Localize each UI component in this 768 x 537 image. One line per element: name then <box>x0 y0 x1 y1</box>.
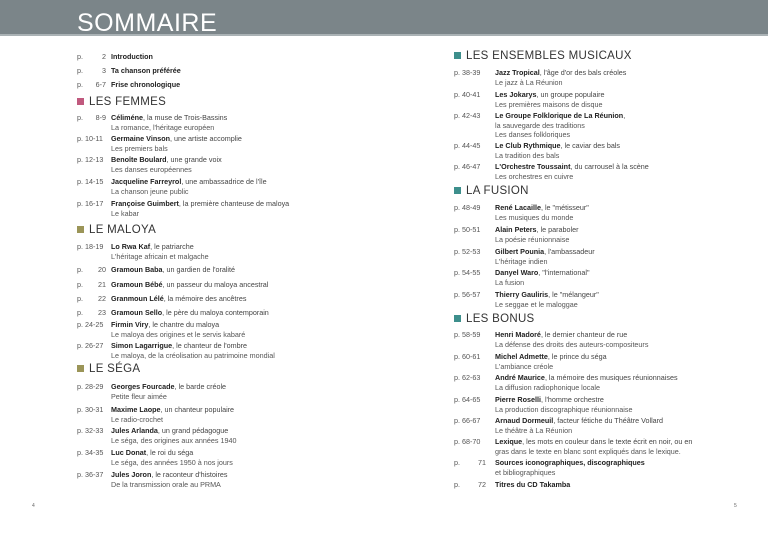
entry-subtitle: L'héritage indien <box>495 256 548 266</box>
page-prefix: p. 64-65 <box>454 395 481 404</box>
page-prefix: p. 34-35 <box>77 448 104 457</box>
entry-title: Gramoun Baba <box>111 265 163 274</box>
page-number: 23 <box>98 308 106 317</box>
page-number: 72 <box>478 480 486 489</box>
page-number: 6-7 <box>95 80 106 89</box>
entry-text <box>111 134 367 153</box>
entry-text <box>111 280 367 290</box>
entry-text <box>111 155 367 174</box>
page-title: SOMMAIRE <box>77 9 218 37</box>
section-title: LES FEMMES <box>89 96 167 108</box>
folio-left: 4 <box>32 503 35 509</box>
entry-text <box>111 80 367 90</box>
page-prefix: p. 36-37 <box>77 470 104 479</box>
page-prefix: p. <box>454 458 460 467</box>
page-prefix: p. <box>77 265 83 274</box>
entry-description: , la mémoire des ancêtres <box>163 294 247 303</box>
section-heading <box>454 50 632 62</box>
entry-title: Gramoun Bébé <box>111 280 163 289</box>
entry-subtitle: Les premiers bals <box>111 143 168 153</box>
section-heading <box>454 313 535 325</box>
entry-subtitle: L'ambiance créole <box>495 361 554 371</box>
entry-title: L'Orchestre Toussaint <box>495 162 571 171</box>
entry-description: , "l'international" <box>538 268 590 277</box>
entry-text <box>495 68 714 87</box>
entry-description: , une grande voix <box>166 155 222 164</box>
entry-text <box>111 308 367 318</box>
entry-subtitle: La poésie réunionnaise <box>495 234 570 244</box>
page-prefix: p. 26-27 <box>77 341 104 350</box>
entry-title: Introduction <box>111 52 153 61</box>
entry-subtitle: La fusion <box>495 277 525 287</box>
entry-title: Maxime Laope <box>111 405 161 414</box>
section-heading <box>77 363 140 375</box>
entry-title: Germaine Vinson <box>111 134 170 143</box>
entry-description: , le chanteur de l'ombre <box>172 341 247 350</box>
entry-title: Firmin Viry <box>111 320 149 329</box>
entry-description: , un chanteur populaire <box>160 405 235 414</box>
entry-subtitle: Le seggae et le maloggae <box>495 299 578 309</box>
entry-text <box>111 294 367 304</box>
entry-subtitle: Le maloya des origines et le servis kabaré <box>111 329 246 339</box>
section-heading <box>77 224 156 236</box>
entry-text <box>111 265 367 275</box>
page-prefix: p. 50-51 <box>454 225 481 234</box>
entry-subtitle: Le séga, des origines aux années 1940 <box>111 435 237 445</box>
entry-description: , la première chanteuse de maloya <box>178 199 290 208</box>
entry-title: Georges Fourcade <box>111 382 175 391</box>
page-prefix: p. 68-70 <box>454 437 481 446</box>
page-prefix: p. <box>454 480 460 489</box>
page-prefix: p. 48-49 <box>454 203 481 212</box>
entry-title: Danyel Waro <box>495 268 539 277</box>
entry-title: Thierry Gauliris <box>495 290 549 299</box>
entry-title: Le Club Rythmique <box>495 141 561 150</box>
entry-subtitle: Le théâtre à La Réunion <box>495 425 573 435</box>
entry-description: , la muse de Trois-Bassins <box>142 113 228 122</box>
entry-title: Alain Peters <box>495 225 537 234</box>
entry-description: , le chantre du maloya <box>148 320 220 329</box>
entry-text <box>111 199 367 218</box>
entry-description: , le dernier chanteur de rue <box>540 330 628 339</box>
folio-right: 5 <box>734 503 737 509</box>
entry-text <box>111 66 367 76</box>
page-number: 2 <box>102 52 106 61</box>
section-marker-icon <box>77 365 84 372</box>
entry-subtitle: la sauvegarde des traditions <box>495 120 585 130</box>
entry-title: Frise chronologique <box>111 80 181 89</box>
entry-title: Simon Lagarrigue <box>111 341 173 350</box>
section-marker-icon <box>454 187 461 194</box>
page-prefix: p. 38-39 <box>454 68 481 77</box>
entry-description: , le paraboler <box>536 225 579 234</box>
entry-text <box>495 330 714 349</box>
section-title: LE SÉGA <box>89 363 141 375</box>
entry-description: , le père du maloya contemporain <box>162 308 269 317</box>
page-prefix: p. 18-19 <box>77 242 104 251</box>
entry-subtitle: La romance, l'héritage européen <box>111 122 215 132</box>
page-prefix: p. 28-29 <box>77 382 104 391</box>
entry-description: , le caviar des bals <box>560 141 621 150</box>
entry-title: Jules Joron <box>111 470 152 479</box>
entry-text <box>111 470 367 489</box>
page-prefix: p. 58-59 <box>454 330 481 339</box>
entry-description: , le "métisseur" <box>540 203 589 212</box>
entry-title: Arnaud Dormeuil <box>495 416 554 425</box>
entry-text <box>111 113 367 132</box>
entry-title: Ta chanson préférée <box>111 66 181 75</box>
page-prefix: p. 42-43 <box>454 111 481 120</box>
page-prefix: p. <box>77 294 83 303</box>
page-number: 8-9 <box>95 113 106 122</box>
entry-subtitle: Le kabar <box>111 208 139 218</box>
page-prefix: p. <box>77 52 83 61</box>
entry-text <box>111 448 367 467</box>
entry-text <box>495 458 714 477</box>
section-title: LA FUSION <box>466 185 529 197</box>
entry-description: , la mémoire des musiques réunionnaises <box>544 373 678 382</box>
entry-subtitle: Les danses européennes <box>111 164 192 174</box>
entry-subtitle: De la transmission orale au PRMA <box>111 479 221 489</box>
entry-subtitle: Le séga, des années 1950 à nos jours <box>111 457 233 467</box>
entry-description: , le barde créole <box>174 382 227 391</box>
entry-text <box>495 290 714 309</box>
entry-subtitle: La chanson jeune public <box>111 186 189 196</box>
entry-title: Françoise Guimbert <box>111 199 179 208</box>
entry-subtitle: La production discographique réunionnaise <box>495 404 633 414</box>
entry-text <box>495 225 714 244</box>
entry-text <box>111 341 367 360</box>
entry-text <box>495 90 714 109</box>
entry-text <box>495 203 714 222</box>
entry-description: , un grand pédagogue <box>157 426 229 435</box>
entry-description: , le "mélangeur" <box>548 290 599 299</box>
entry-subtitle: La diffusion radiophonique locale <box>495 382 600 392</box>
entry-text <box>495 416 714 435</box>
entry-subtitle: et bibliographiques <box>495 467 556 477</box>
entry-description: , le roi du séga <box>146 448 194 457</box>
section-title: LES BONUS <box>466 313 535 325</box>
section-marker-icon <box>454 52 461 59</box>
entry-text <box>111 52 367 62</box>
page-prefix: p. 62-63 <box>454 373 481 382</box>
page-prefix: p. 12-13 <box>77 155 104 164</box>
page-prefix: p. <box>77 308 83 317</box>
entry-description: , l'âge d'or des bals créoles <box>539 68 627 77</box>
page-number: 3 <box>102 66 106 75</box>
entry-text <box>495 268 714 287</box>
entry-text <box>111 320 367 339</box>
entry-text <box>495 480 714 490</box>
entry-text <box>495 141 714 160</box>
entry-description: , une ambassadrice de l'île <box>181 177 267 186</box>
entry-description: , l'homme orchestre <box>540 395 604 404</box>
entry-title: Titres du CD Takamba <box>495 480 571 489</box>
entry-text <box>111 177 367 196</box>
entry-title: Sources iconographiques, discographiques <box>495 458 645 467</box>
entry-description: , facteur fétiche du Théâtre Vollard <box>553 416 664 425</box>
page-prefix: p. 56-57 <box>454 290 481 299</box>
page-prefix: p. 46-47 <box>454 162 481 171</box>
page-prefix: p. 24-25 <box>77 320 104 329</box>
entry-text <box>111 382 367 401</box>
page-prefix: p. <box>77 66 83 75</box>
entry-title: Benoîte Boulard <box>111 155 167 164</box>
entry-subtitle: La tradition des bals <box>495 150 560 160</box>
page-number: 71 <box>478 458 486 467</box>
entry-title: Les Jokarys <box>495 90 537 99</box>
entry-description: , le raconteur d'histoires <box>151 470 228 479</box>
entry-subtitle: La défense des droits des auteurs-compositeurs <box>495 339 649 349</box>
entry-description: , l'ambassadeur <box>544 247 595 256</box>
entry-text <box>111 405 367 424</box>
entry-title: Céliméne <box>111 113 143 122</box>
entry-description: , un gardien de l'oralité <box>162 265 236 274</box>
page-prefix: p. 30-31 <box>77 405 104 414</box>
entry-title: André Maurice <box>495 373 545 382</box>
page-prefix: p. 60-61 <box>454 352 481 361</box>
page-prefix: p. <box>77 280 83 289</box>
entry-subtitle: Les danses folkloriques <box>495 130 571 139</box>
page-prefix: p. 52-53 <box>454 247 481 256</box>
section-marker-icon <box>77 226 84 233</box>
page-prefix: p. <box>77 113 83 122</box>
page-number: 20 <box>98 265 106 274</box>
page-number: 22 <box>98 294 106 303</box>
section-title: LE MALOYA <box>89 224 157 236</box>
entry-title: Jazz Tropical <box>495 68 540 77</box>
entry-title: Michel Admette <box>495 352 548 361</box>
entry-title: Le Groupe Folklorique de La Réunion <box>495 111 624 120</box>
page-prefix: p. 44-45 <box>454 141 481 150</box>
entry-text <box>495 247 714 266</box>
entry-text <box>495 111 714 140</box>
entry-description: , un passeur du maloya ancestral <box>162 280 269 289</box>
entry-text <box>495 373 714 392</box>
entry-text <box>495 395 714 414</box>
entry-title: Granmoun Lélé <box>111 294 164 303</box>
entry-subtitle: Petite fleur aimée <box>111 391 167 401</box>
entry-text <box>111 426 367 445</box>
section-heading <box>454 185 529 197</box>
page-prefix: p. 54-55 <box>454 268 481 277</box>
entry-title: Jacqueline Farreyrol <box>111 177 182 186</box>
entry-title: Jules Arlanda <box>111 426 158 435</box>
entry-text <box>495 437 714 456</box>
entry-subtitle: Les musiques du monde <box>495 212 574 222</box>
section-marker-icon <box>454 315 461 322</box>
page-prefix: p. 10-11 <box>77 134 103 143</box>
entry-subtitle: Le jazz à La Réunion <box>495 77 563 87</box>
entry-text <box>111 242 367 261</box>
entry-title: Gilbert Pounia <box>495 247 545 256</box>
entry-description: , un groupe populaire <box>536 90 605 99</box>
entry-subtitle: Le radio-crochet <box>111 414 163 424</box>
entry-text <box>495 352 714 371</box>
entry-subtitle: L'héritage africain et malgache <box>111 251 209 261</box>
entry-title: Lo Rwa Kaf <box>111 242 151 251</box>
page-prefix: p. 66-67 <box>454 416 481 425</box>
entry-title: René Lacaille <box>495 203 541 212</box>
entry-title: Gramoun Sello <box>111 308 163 317</box>
entry-description: , le prince du séga <box>547 352 607 361</box>
section-marker-icon <box>77 98 84 105</box>
section-title: LES ENSEMBLES MUSICAUX <box>466 50 632 62</box>
entry-description: , les mots en couleur dans le texte écrit en noir, ou en <box>522 437 693 446</box>
entry-subtitle: Le maloya, de la créolisation au patrimoine mondial <box>111 350 275 360</box>
entry-description: , du carrousel à la scène <box>570 162 649 171</box>
entry-title: Luc Donat <box>111 448 147 457</box>
entry-subtitle: Les premières maisons de disque <box>495 99 603 109</box>
entry-description: , le patriarche <box>150 242 194 251</box>
entry-text <box>495 162 714 181</box>
page-prefix: p. 40-41 <box>454 90 481 99</box>
page-prefix: p. 14-15 <box>77 177 104 186</box>
entry-title: Lexique <box>495 437 523 446</box>
entry-title: Pierre Roselli <box>495 395 541 404</box>
entry-subtitle: Les orchestres en cuivre <box>495 171 574 181</box>
page-number: 21 <box>98 280 106 289</box>
entry-subtitle: gras dans le texte en blanc sont expliqués dans le lexique. <box>495 446 681 456</box>
entry-title: Henri Madoré <box>495 330 541 339</box>
page-prefix: p. 32-33 <box>77 426 104 435</box>
section-heading <box>77 96 166 108</box>
entry-description: , une artiste accomplie <box>169 134 242 143</box>
page-prefix: p. <box>77 80 83 89</box>
page-prefix: p. 16-17 <box>77 199 104 208</box>
entry-description: , <box>623 111 626 120</box>
